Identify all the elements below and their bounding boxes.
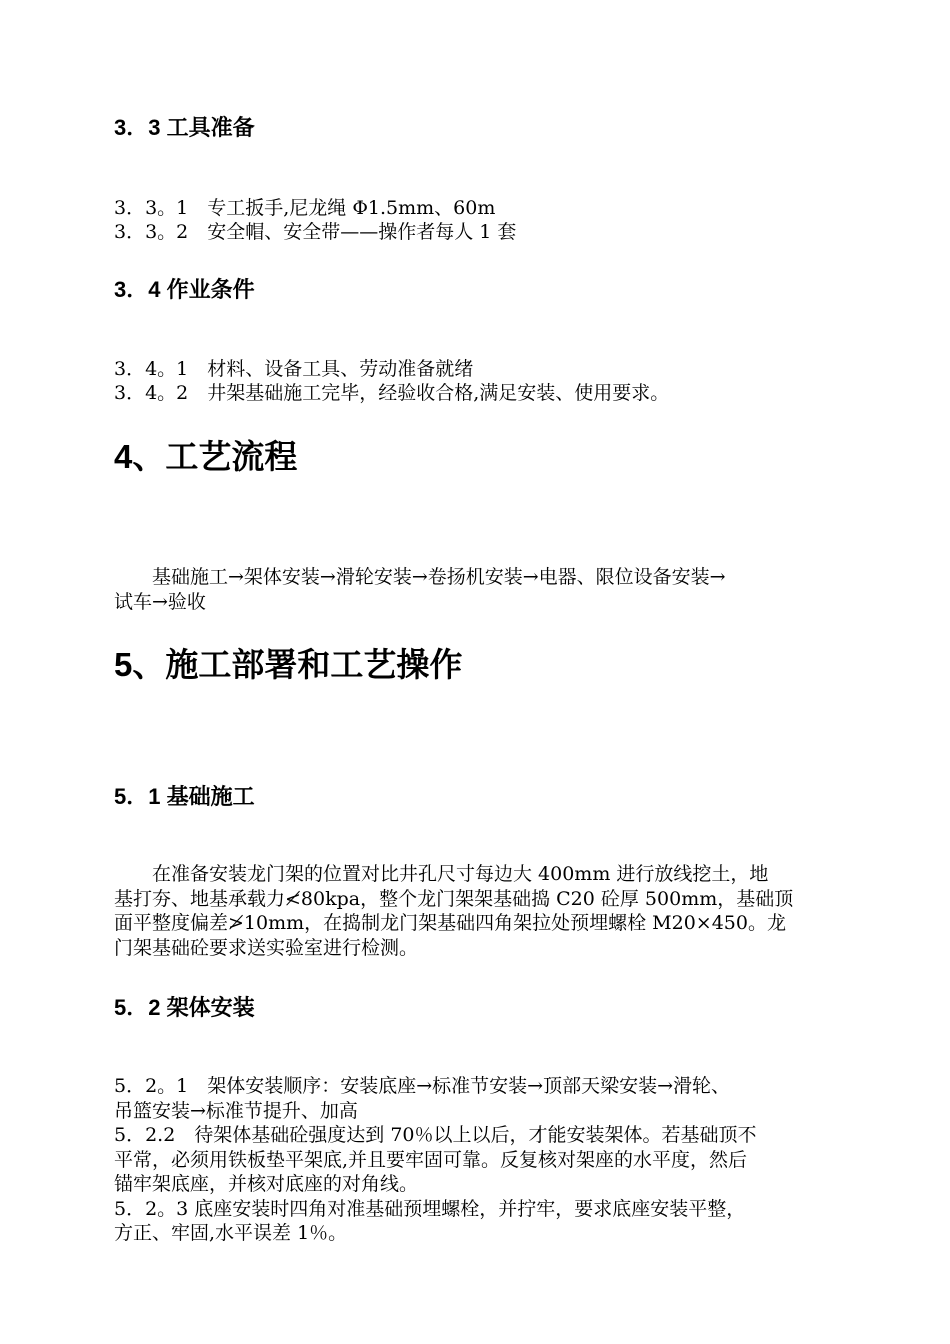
section-heading-3-4: 3．4 作业条件 [114, 277, 255, 302]
text-line: 试车→验收 [114, 590, 206, 613]
list-item-3-4-2: 3．4。2 井架基础施工完毕，经验收合格,满足安装、使用要求。 [114, 382, 670, 404]
process-flow-paragraph [114, 565, 860, 614]
section-heading-5-2: 5．2 架体安装 [114, 995, 255, 1020]
text-line: 在准备安装龙门架的位置对比井孔尺寸每边大 400mm 进行放线挖土，地 [114, 863, 769, 885]
chapter-heading-5: 5、施工部署和工艺操作 [114, 646, 463, 683]
foundation-paragraph [114, 862, 860, 960]
text-line: 基础施工→架体安装→滑轮安装→卷扬机安装→电器、限位设备安装→ [114, 566, 726, 588]
list-item-3-4-1: 3．4。1 材料、设备工具、劳动准备就绪 [114, 358, 474, 380]
section-heading-5-1: 5．1 基础施工 [114, 784, 255, 809]
text-line: 5．2。1 架体安装顺序：安装底座→标准节安装→顶部天梁安装→滑轮、 [114, 1075, 731, 1097]
text-line: 5．2.2 待架体基础砼强度达到 70％以上以后，才能安装架体。若基础顶不 [114, 1124, 757, 1146]
text-line: 平常，必须用铁板垫平架底,并且要牢固可靠。反复核对架座的水平度，然后 [114, 1148, 748, 1171]
text-line: 方正、牢固,水平误差 1％。 [114, 1222, 348, 1244]
frame-install-paragraph [114, 1074, 860, 1246]
list-item-3-3-1: 3．3。1 专工扳手,尼龙绳 Φ1.5mm、60m [114, 197, 496, 219]
section-heading-3-3: 3．3 工具准备 [114, 115, 255, 140]
list-item-3-3-2: 3．3。2 安全帽、安全带——操作者每人 1 套 [114, 221, 517, 243]
text-line: 门架基础砼要求送实验室进行检测。 [114, 936, 419, 959]
text-line: 5．2。3 底座安装时四角对准基础预埋螺栓，并拧牢，要求底座安装平整， [114, 1197, 746, 1220]
text-line: 基打夯、地基承载力≮80kpa，整个龙门架架基础捣 C20 砼厚 500mm，基础顶 [114, 887, 794, 910]
chapter-heading-4: 4、工艺流程 [114, 438, 298, 475]
text-line: 锚牢架底座，并核对底座的对角线。 [114, 1173, 419, 1195]
text-line: 面平整度偏差≯10mm，在捣制龙门架基础四角架拉处预埋螺栓 M20×450。龙 [114, 912, 786, 934]
text-line: 吊篮安装→标准节提升、加高 [114, 1099, 358, 1122]
